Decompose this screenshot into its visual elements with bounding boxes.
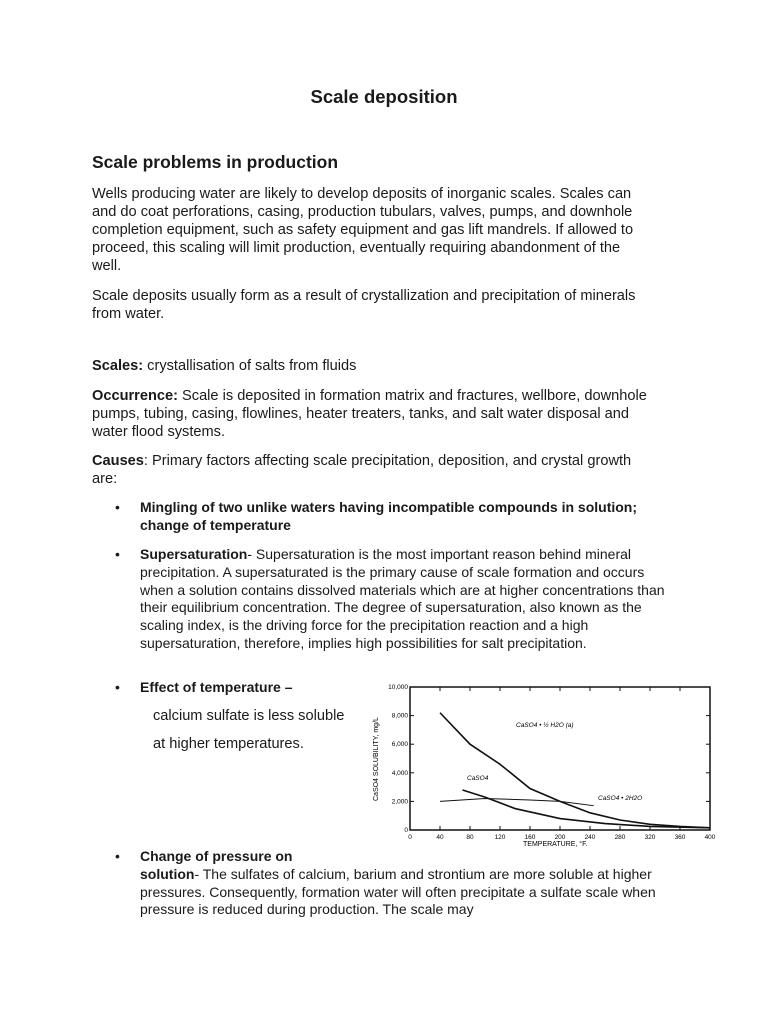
text: Mingling of two unlike waters having incompatible compounds in solution; change of temperature — [140, 499, 638, 533]
x-tick-label: 0 — [408, 834, 412, 841]
bullet-icon: • — [115, 546, 120, 562]
x-tick-label: 360 — [674, 834, 686, 841]
text: - The sulfates of calcium, barium and strontium are more soluble at higher pressures. Consequently, formation water will often precipitate a sulfate scale when pressure is reduced during production. The scale may — [140, 865, 656, 918]
bullet-mingling — [140, 499, 680, 535]
series-line-0 — [440, 713, 710, 828]
y-tick-label: 10,000 — [388, 684, 408, 691]
text: : Primary factors affecting scale precipitation, deposition, and crystal growth are: — [92, 453, 632, 487]
x-tick-label: 280 — [614, 834, 626, 841]
paragraph-text: Wells producing water are likely to develop deposits of inorganic scales. Scales can and do coat perforations, casing, production tubulars, valves, pumps, and downhole completion equipment, such as safety equipment and gas lift mandrels. If allowed to proceed, this scaling will limit production, eventually requiring abandonment of the well. — [92, 186, 634, 274]
series-line-1 — [463, 790, 711, 828]
label: Effect of temperature – — [140, 679, 293, 695]
y-tick-label: 0 — [404, 827, 408, 834]
y-tick-label: 6,000 — [391, 741, 408, 749]
x-tick-label: 80 — [466, 834, 474, 841]
section-heading: Scale problems in production — [92, 152, 339, 172]
x-tick-label: 320 — [644, 834, 656, 841]
series-label-hemihydrate: CaSO4 • ½ H2O (a) — [516, 722, 574, 729]
bullet-supersaturation — [140, 546, 670, 653]
temperature-line-2: at higher temperatures. — [153, 736, 304, 752]
label: Occurrence: — [92, 388, 178, 404]
series-label-anhydrite: CaSO4 — [467, 775, 489, 782]
label: solution — [140, 865, 195, 882]
text: - Supersaturation is the most important reason behind mineral precipitation. A supersaturated is the primary cause of scale formation and occurs when a solution contains dissolved materials which are at higher concentrations than their equilibrium concentration. The degree of supersaturation, also known as the scaling index, is the driving force for the precipitation reaction and a high supersaturation, therefore, implies high possibilities for salt precipitation. — [140, 546, 665, 651]
definition-occurrence — [92, 387, 652, 441]
definition-causes — [92, 452, 652, 488]
y-tick-label: 4,000 — [391, 769, 408, 777]
paragraph-text: Scale deposits usually form as a result of crystallization and precipitation of minerals from water. — [92, 288, 636, 322]
x-tick-label: 400 — [704, 834, 716, 841]
y-tick-label: 2,000 — [391, 798, 408, 806]
x-tick-label: 240 — [584, 834, 596, 841]
text: crystallisation of salts from fluids — [143, 358, 357, 374]
series-label-gypsum: CaSO4 • 2H2O — [598, 795, 643, 802]
x-tick-label: 120 — [494, 834, 506, 841]
text: Scale is deposited in formation matrix and fractures, wellbore, downhole pumps, tubing, casing, flowlines, heater treaters, tanks, and salt water disposal and water flood systems. — [92, 388, 647, 440]
bullet-icon: • — [115, 679, 120, 695]
plot-frame — [410, 687, 710, 830]
bullet-icon: • — [115, 499, 120, 515]
x-axis-label: TEMPERATURE, °F. — [523, 841, 588, 848]
temperature-line-1: calcium sulfate is less soluble — [153, 708, 345, 724]
label: Scales: — [92, 358, 144, 374]
solubility-chart — [368, 676, 724, 848]
label: Causes — [92, 453, 144, 469]
page-title: Scale deposition — [310, 86, 458, 107]
y-tick-label: 8,000 — [391, 712, 408, 720]
x-tick-label: 160 — [524, 834, 536, 841]
paragraph-deposits — [92, 287, 652, 323]
bullet-icon: • — [115, 848, 120, 864]
definition-scales — [92, 357, 652, 375]
series-line-2 — [440, 799, 594, 806]
label: Change of pressure on — [140, 848, 293, 864]
label: Supersaturation — [140, 546, 248, 562]
bullet-pressure — [140, 848, 680, 919]
bullet-temperature — [140, 679, 360, 697]
x-tick-label: 40 — [436, 834, 444, 841]
y-axis-label: CaSO4 SOLUBILITY, mg/L — [373, 717, 380, 801]
x-tick-label: 200 — [554, 834, 566, 841]
paragraph-intro — [92, 185, 652, 275]
